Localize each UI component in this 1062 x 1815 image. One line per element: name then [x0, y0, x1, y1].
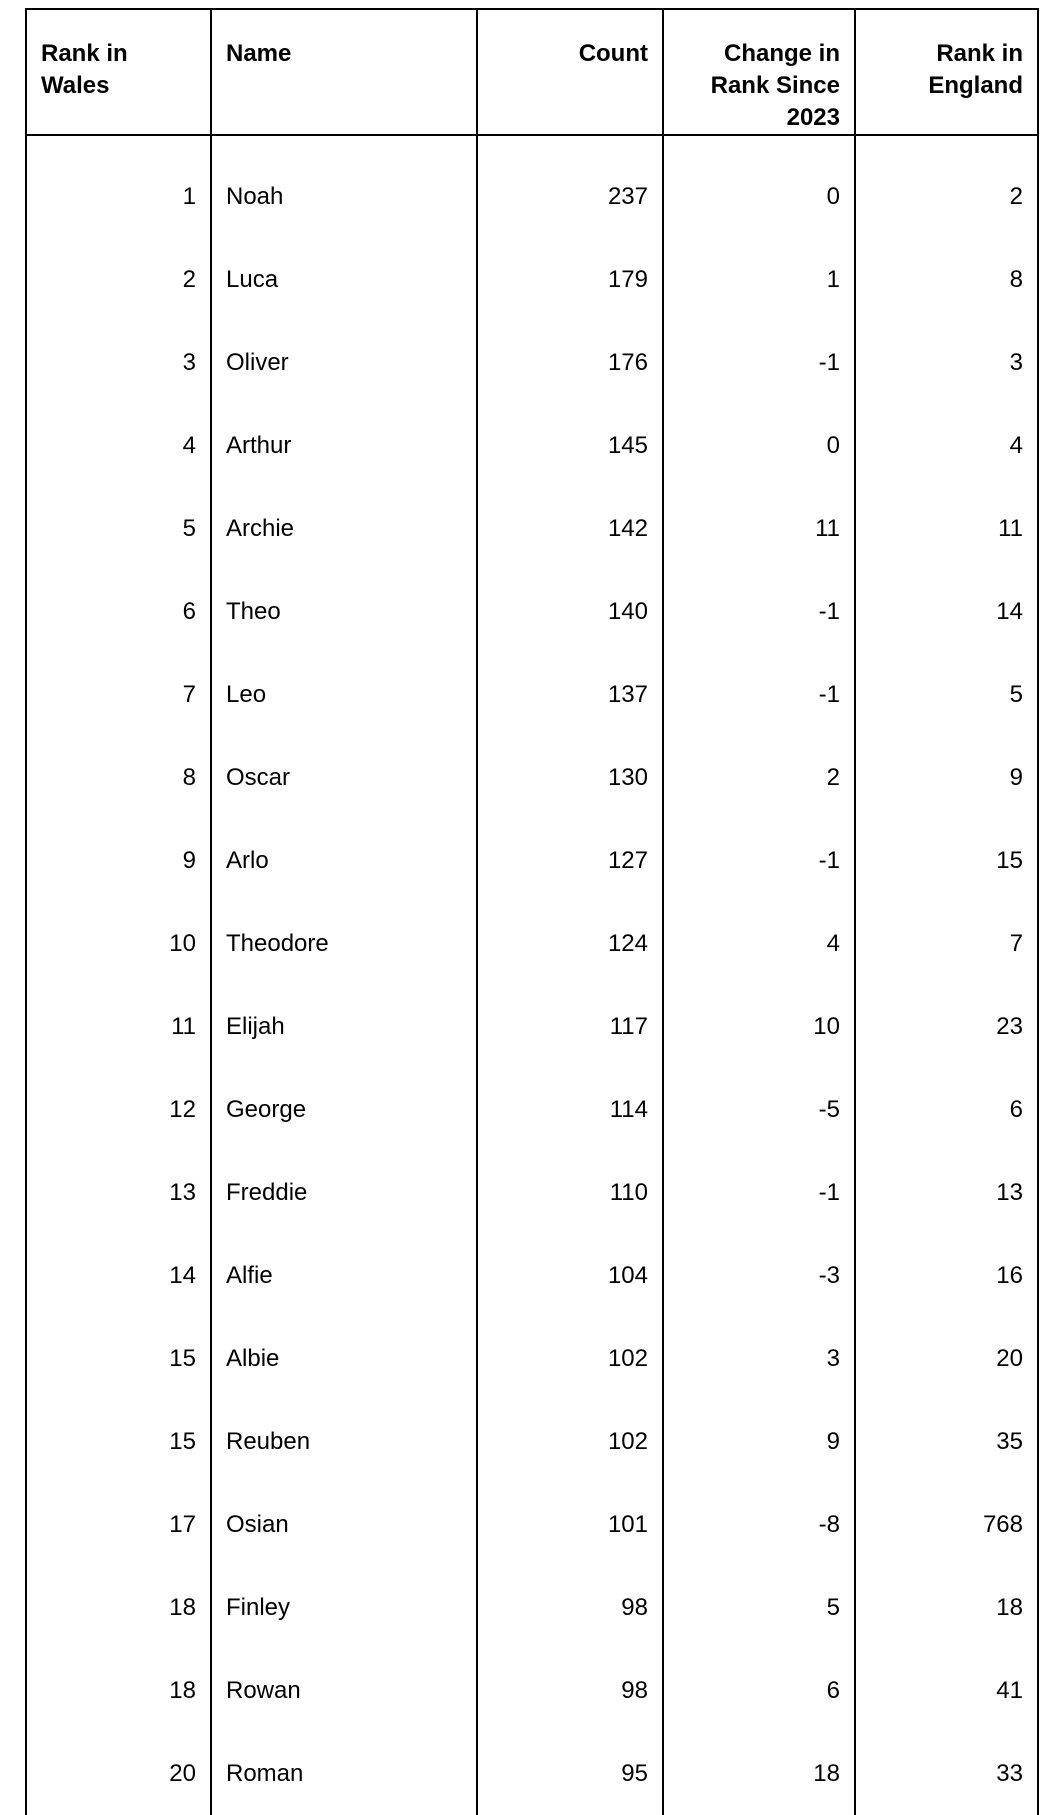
cell-rank-wales: 15: [26, 1400, 211, 1483]
cell-rank-wales: 2: [26, 238, 211, 321]
cell-name: Osian: [211, 1483, 477, 1566]
table-row: [26, 487, 1038, 570]
cell-count: 102: [477, 1400, 663, 1483]
cell-count: 176: [477, 321, 663, 404]
header-change: Change in Rank Since 2023: [663, 9, 855, 135]
cell-rank-england: 7: [855, 902, 1038, 985]
table-row: [26, 653, 1038, 736]
cell-change: -1: [663, 321, 855, 404]
table-row: [26, 404, 1038, 487]
header-count: Count: [477, 9, 663, 135]
cell-name: Theodore: [211, 902, 477, 985]
cell-name: Theo: [211, 570, 477, 653]
cell-rank-wales: 6: [26, 570, 211, 653]
header-name: Name: [211, 9, 477, 135]
table-row: [26, 1732, 1038, 1815]
cell-rank-england: 6: [855, 1068, 1038, 1151]
table-row: [26, 902, 1038, 985]
cell-rank-england: 18: [855, 1566, 1038, 1649]
cell-count: 124: [477, 902, 663, 985]
cell-change: -1: [663, 570, 855, 653]
cell-rank-england: 14: [855, 570, 1038, 653]
cell-rank-wales: 3: [26, 321, 211, 404]
cell-rank-england: 2: [855, 135, 1038, 238]
cell-change: 9: [663, 1400, 855, 1483]
cell-name: Elijah: [211, 985, 477, 1068]
cell-change: 3: [663, 1317, 855, 1400]
cell-count: 114: [477, 1068, 663, 1151]
cell-change: 6: [663, 1649, 855, 1732]
cell-name: George: [211, 1068, 477, 1151]
cell-rank-wales: 17: [26, 1483, 211, 1566]
cell-change: 2: [663, 736, 855, 819]
table-row: [26, 985, 1038, 1068]
names-table: [25, 8, 1039, 1815]
cell-change: 0: [663, 404, 855, 487]
cell-count: 145: [477, 404, 663, 487]
cell-name: Arlo: [211, 819, 477, 902]
table-row: [26, 321, 1038, 404]
table-row: [26, 1400, 1038, 1483]
cell-rank-wales: 13: [26, 1151, 211, 1234]
cell-rank-england: 41: [855, 1649, 1038, 1732]
cell-rank-wales: 20: [26, 1732, 211, 1815]
cell-rank-wales: 4: [26, 404, 211, 487]
table-row: [26, 736, 1038, 819]
cell-name: Oliver: [211, 321, 477, 404]
cell-count: 104: [477, 1234, 663, 1317]
cell-count: 137: [477, 653, 663, 736]
cell-change: -1: [663, 819, 855, 902]
table-body: [26, 135, 1038, 1815]
cell-rank-wales: 11: [26, 985, 211, 1068]
header-rank-england: Rank in England: [855, 9, 1038, 135]
cell-change: 1: [663, 238, 855, 321]
cell-rank-england: 33: [855, 1732, 1038, 1815]
table-row: [26, 1317, 1038, 1400]
cell-rank-wales: 10: [26, 902, 211, 985]
cell-rank-england: 13: [855, 1151, 1038, 1234]
table-row: [26, 1068, 1038, 1151]
cell-rank-england: 768: [855, 1483, 1038, 1566]
table-row: [26, 1234, 1038, 1317]
cell-rank-wales: 1: [26, 135, 211, 238]
cell-rank-england: 4: [855, 404, 1038, 487]
cell-name: Leo: [211, 653, 477, 736]
cell-name: Freddie: [211, 1151, 477, 1234]
table-row: [26, 1151, 1038, 1234]
cell-change: -5: [663, 1068, 855, 1151]
cell-name: Arthur: [211, 404, 477, 487]
cell-name: Rowan: [211, 1649, 477, 1732]
table-row: [26, 135, 1038, 238]
cell-rank-england: 16: [855, 1234, 1038, 1317]
table-row: [26, 819, 1038, 902]
table-row: [26, 238, 1038, 321]
table-row: [26, 1483, 1038, 1566]
cell-count: 142: [477, 487, 663, 570]
cell-rank-england: 3: [855, 321, 1038, 404]
cell-change: 0: [663, 135, 855, 238]
cell-count: 102: [477, 1317, 663, 1400]
cell-count: 98: [477, 1649, 663, 1732]
cell-name: Luca: [211, 238, 477, 321]
cell-rank-wales: 7: [26, 653, 211, 736]
cell-change: 18: [663, 1732, 855, 1815]
table-row: [26, 1649, 1038, 1732]
cell-name: Albie: [211, 1317, 477, 1400]
table-row: [26, 570, 1038, 653]
cell-change: 11: [663, 487, 855, 570]
cell-rank-england: 15: [855, 819, 1038, 902]
cell-rank-wales: 8: [26, 736, 211, 819]
cell-count: 117: [477, 985, 663, 1068]
cell-change: -1: [663, 653, 855, 736]
cell-rank-wales: 5: [26, 487, 211, 570]
cell-count: 98: [477, 1566, 663, 1649]
cell-rank-england: 20: [855, 1317, 1038, 1400]
cell-name: Finley: [211, 1566, 477, 1649]
cell-rank-wales: 18: [26, 1649, 211, 1732]
cell-rank-england: 8: [855, 238, 1038, 321]
cell-count: 127: [477, 819, 663, 902]
cell-change: 10: [663, 985, 855, 1068]
cell-name: Archie: [211, 487, 477, 570]
cell-change: 5: [663, 1566, 855, 1649]
cell-rank-england: 9: [855, 736, 1038, 819]
cell-rank-wales: 15: [26, 1317, 211, 1400]
cell-change: -3: [663, 1234, 855, 1317]
cell-name: Roman: [211, 1732, 477, 1815]
cell-change: -8: [663, 1483, 855, 1566]
table-row: [26, 1566, 1038, 1649]
cell-rank-england: 23: [855, 985, 1038, 1068]
cell-rank-england: 11: [855, 487, 1038, 570]
table-header: [26, 9, 1038, 135]
cell-count: 130: [477, 736, 663, 819]
cell-name: Reuben: [211, 1400, 477, 1483]
cell-count: 95: [477, 1732, 663, 1815]
cell-rank-england: 5: [855, 653, 1038, 736]
cell-change: -1: [663, 1151, 855, 1234]
cell-name: Oscar: [211, 736, 477, 819]
header-rank-wales: Rank in Wales: [26, 9, 211, 135]
cell-count: 110: [477, 1151, 663, 1234]
cell-rank-wales: 18: [26, 1566, 211, 1649]
cell-rank-wales: 9: [26, 819, 211, 902]
cell-rank-wales: 12: [26, 1068, 211, 1151]
cell-count: 179: [477, 238, 663, 321]
cell-count: 237: [477, 135, 663, 238]
cell-name: Alfie: [211, 1234, 477, 1317]
cell-rank-wales: 14: [26, 1234, 211, 1317]
cell-count: 140: [477, 570, 663, 653]
cell-change: 4: [663, 902, 855, 985]
header-row: [26, 9, 1038, 135]
cell-count: 101: [477, 1483, 663, 1566]
cell-name: Noah: [211, 135, 477, 238]
cell-rank-england: 35: [855, 1400, 1038, 1483]
